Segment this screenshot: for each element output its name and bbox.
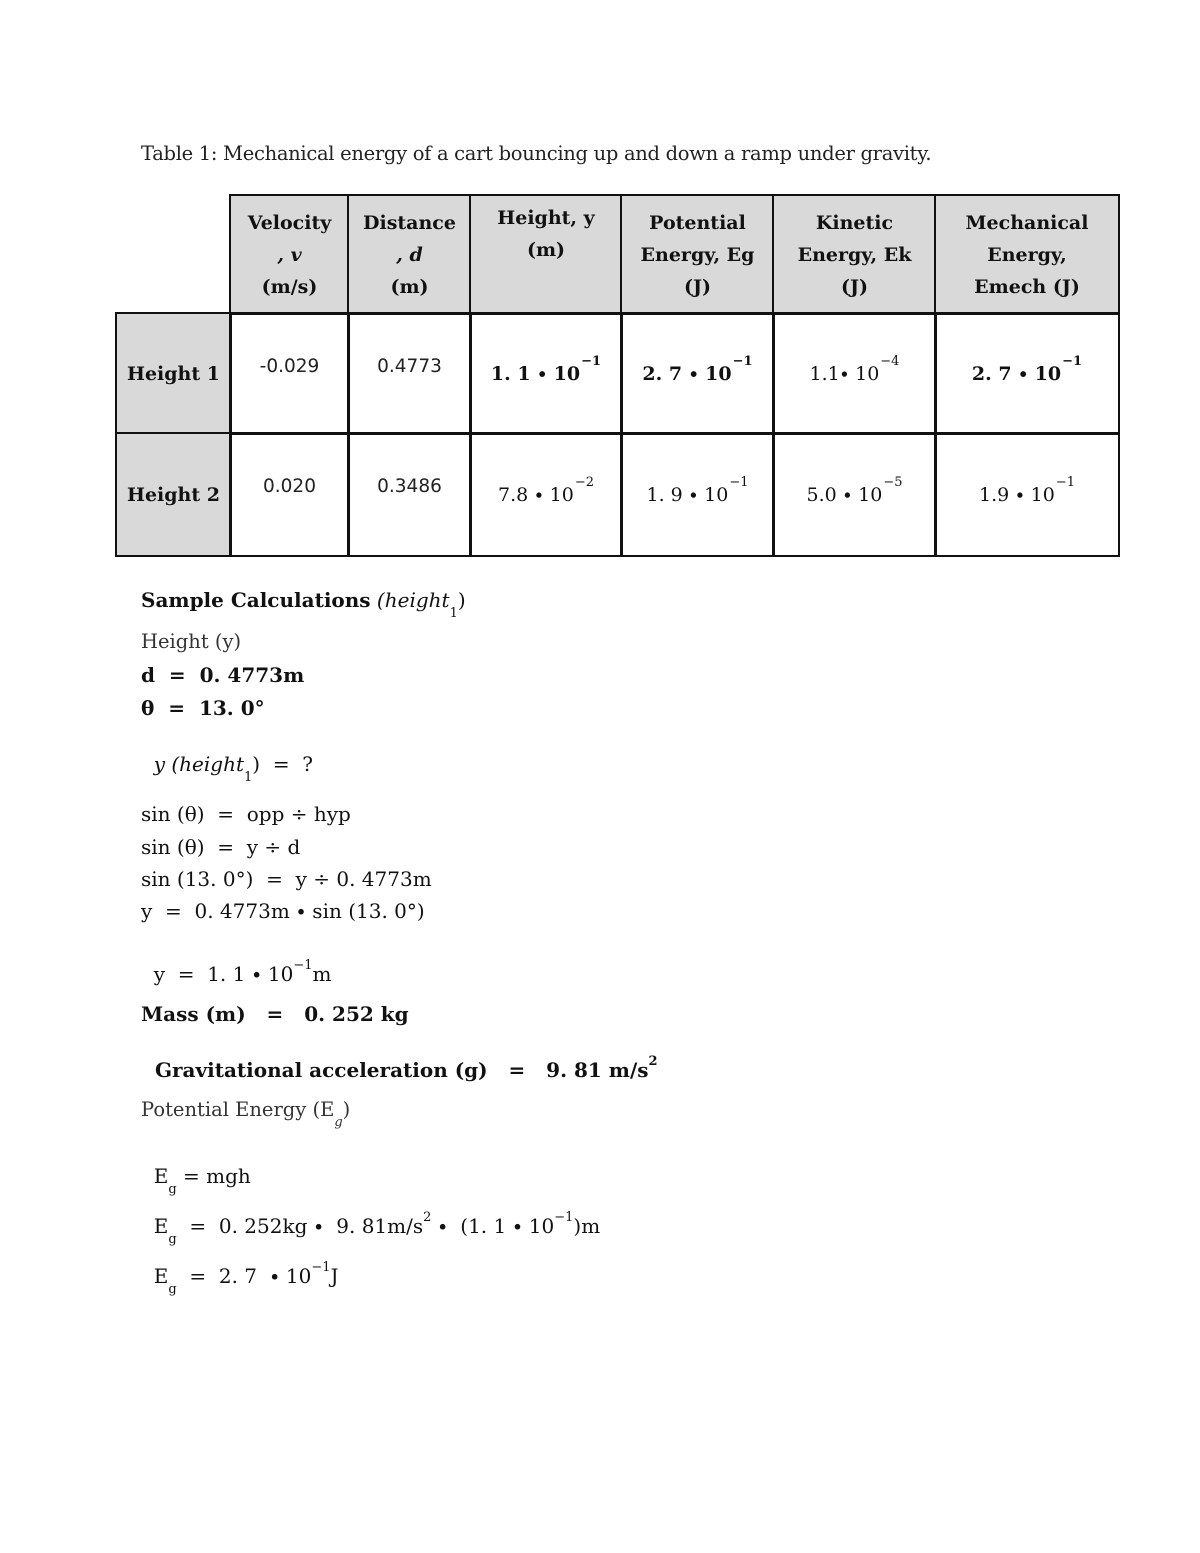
sin-equation-3: sin (13. 0°) = y ÷ 0. 4773m: [141, 867, 432, 891]
table-cell: 1. 9 ∙ 10 −1: [620, 432, 775, 557]
header-kinetic-energy: Kinetic Energy, Ek (J): [772, 194, 937, 315]
table-caption: Table 1: Mechanical energy of a cart bouncing up and down a ramp under gravity.: [141, 142, 932, 165]
table-cell: 7.8 ∙ 10 −2: [469, 432, 623, 557]
sin-equation-1: sin (θ) = opp ÷ hyp: [141, 802, 351, 826]
table-cell: 2. 7 ∙ 10 −1: [934, 312, 1120, 435]
mass-equation: Mass (m) = 0. 252 kg: [141, 1002, 409, 1026]
table-cell: 5.0 ∙ 10 −5: [772, 432, 937, 557]
sin-equation-4: y = 0. 4773m ∙ sin (13. 0°): [141, 899, 425, 923]
calc-heading: Sample Calculations (height$_1$): [141, 588, 466, 621]
eg-substitution: $E_g = 0$. 252kg ∙ 9. $81m/s^2 \cdot (1$. $1 \cdot 10^{-1})m$: [153, 1210, 601, 1247]
sin-equation-2: sin (θ) = y ÷ d: [141, 835, 301, 859]
potential-energy-label: Potential Energy $(E_g)$: [141, 1098, 351, 1130]
theta-equation: θ = 13. 0°: [141, 696, 265, 720]
y-unknown-equation: y (height$_1$) = ?: [153, 752, 314, 785]
header-mechanical-energy: Mechanical Energy, Emech (J): [934, 194, 1120, 315]
energy-table: [0, 0, 1200, 600]
header-height: Height, y (m): [469, 194, 623, 315]
table-cell: 1. 1 ∙ 10 −1: [469, 312, 623, 435]
table-cell: 0.3486: [347, 432, 472, 557]
y-result-equation: y = 1. $1 \cdot 10^{-1}m$: [153, 958, 332, 986]
header-potential-energy: Potential Energy, Eg (J): [620, 194, 775, 315]
row-header-height-1: Height 1: [115, 312, 232, 435]
table-cell: 1.1∙ 10 −4: [772, 312, 937, 435]
eg-formula: $E_g$ = mgh: [153, 1164, 251, 1197]
d-equation: d = 0. 4773m: [141, 663, 305, 687]
height-label: Height (y): [141, 630, 242, 653]
table-cell: 0.4773: [347, 312, 472, 435]
header-distance: Distance , d (m): [347, 194, 472, 315]
table-cell: 2. 7 ∙ 10 −1: [620, 312, 775, 435]
table-cell: 0.020: [229, 432, 350, 557]
row-header-height-2: Height 2: [115, 432, 232, 557]
table-cell: 1.9 ∙ 10 −1: [934, 432, 1120, 557]
eg-result: $E_g = 2$. $7 \cdot 10^{-1}J$: [153, 1260, 339, 1297]
gravity-equation: Gravitational acceleration (g) = 9. 81 $m/s^2$: [154, 1054, 658, 1082]
header-velocity: Velocity , v (m/s): [229, 194, 350, 315]
table-cell: -0.029: [229, 312, 350, 435]
